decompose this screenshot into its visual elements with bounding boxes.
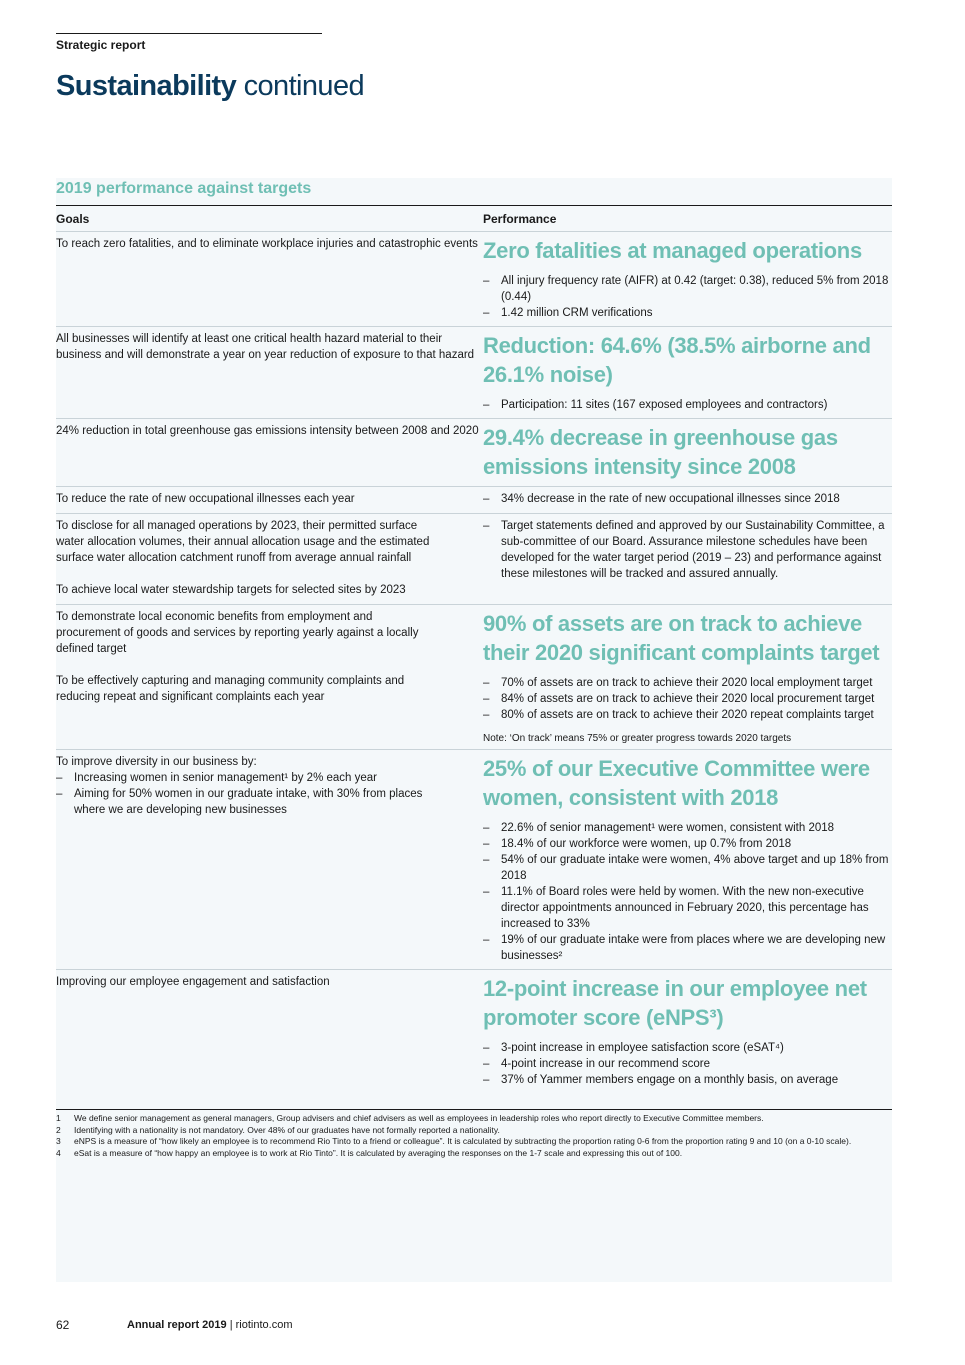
list-item: – All injury frequency rate (AIFR) at 0.42 (target: 0.38), reduced 5% from 2018 (0.44)	[483, 273, 892, 305]
page-title	[56, 70, 364, 103]
table-row	[56, 419, 892, 487]
list-item: – 80% of assets are on track to achieve their 2020 repeat complaints target	[483, 707, 892, 723]
performance-headline: 29.4% decrease in greenhouse gas emissions intensity since 2008	[483, 425, 838, 479]
list-item: – 34% decrease in the rate of new occupational illnesses since 2018	[483, 491, 892, 507]
performance-headline: 90% of assets are on track to achieve their 2020 significant complaints target	[483, 611, 880, 665]
performance-cell	[483, 327, 892, 418]
footnote: 3 eNPS is a measure of “how likely an employee is to recommend Rio Tinto to a friend or colleague”. It is calculated by subtracting the proportion rating 0-6 from the proportion rating 9 and 10 (on a 0-10 scale).	[56, 1136, 852, 1146]
goal-text: To demonstrate local economic benefits from employment and procurement of goods and services by reporting yearly against a locally defined target	[56, 611, 419, 655]
performance-cell	[483, 487, 892, 513]
performance-cell	[483, 970, 892, 1093]
list-item: – 3-point increase in employee satisfaction score (eSAT⁴)	[483, 1040, 892, 1056]
table-row	[56, 327, 892, 419]
goal-cell	[56, 419, 483, 486]
site-link[interactable]: riotinto.com	[235, 1319, 293, 1331]
table-row	[56, 514, 892, 605]
performance-bullets	[483, 518, 892, 582]
goal-text: To improve diversity in our business by:	[56, 756, 257, 768]
goal-text-secondary: To be effectively capturing and managing community complaints and reducing repeat and significant complaints each year	[56, 675, 405, 703]
table-row	[56, 750, 892, 970]
page-title-bold: Sustainability	[56, 70, 237, 102]
performance-cell	[483, 750, 892, 969]
list-item: – Participation: 11 sites (167 exposed employees and contractors)	[483, 397, 892, 413]
goal-text: To reach zero fatalities, and to eliminate workplace injuries and catastrophic events	[56, 238, 478, 250]
performance-headline: 25% of our Executive Committee were women, consistent with 2018	[483, 756, 870, 810]
footnotes	[56, 1109, 892, 1159]
goal-cell	[56, 514, 483, 604]
list-item: – 37% of Yammer members engage on a monthly basis, on average	[483, 1072, 892, 1088]
goal-cell	[56, 327, 483, 418]
list-item: – Increasing women in senior management¹ by 2% each year	[56, 770, 436, 786]
performance-headline: Zero fatalities at managed operations	[483, 238, 862, 263]
performance-bullets	[483, 397, 892, 413]
performance-bullets	[483, 1040, 892, 1088]
goal-text: Improving our employee engagement and satisfaction	[56, 976, 330, 988]
goal-cell	[56, 232, 483, 326]
list-item: – 18.4% of our workforce were women, up 0.7% from 2018	[483, 836, 892, 852]
goal-text-secondary: To achieve local water stewardship targets for selected sites by 2023	[56, 584, 406, 596]
performance-cell	[483, 232, 892, 326]
report-name: Annual report 2019	[127, 1319, 227, 1331]
footer-separator: |	[226, 1319, 236, 1331]
table-row	[56, 487, 892, 514]
performance-cell	[483, 605, 892, 749]
goal-cell	[56, 487, 483, 513]
footnote: 4 eSat is a measure of “how happy an employee is to work at Rio Tinto”. It is calculated by averaging the responses on the 1-7 scale and expressing this out of 100.	[56, 1147, 683, 1158]
list-item: – 19% of our graduate intake were from places where we are developing new businesses²	[483, 932, 892, 964]
list-item: – Target statements defined and approved by our Sustainability Committee, a sub-committee of our Board. Assurance milestone schedules have been developed for the water target period (2019 – 23) and performance against these milestones will be tracked and assured annually.	[483, 518, 892, 582]
performance-bullets	[483, 675, 892, 723]
footnote: 2 Identifying with a nationality is not mandatory. Over 48% of our graduates have not formally reported a nationality.	[56, 1124, 500, 1135]
list-item: – 70% of assets are on track to achieve their 2020 local employment target	[483, 675, 892, 691]
table-row	[56, 232, 892, 327]
list-item: – 1.42 million CRM verifications	[483, 305, 892, 321]
panel-title: 2019 performance against targets	[56, 180, 312, 197]
performance-table	[56, 205, 892, 1093]
performance-cell	[483, 514, 892, 604]
goal-text: 24% reduction in total greenhouse gas emissions intensity between 2008 and 2020	[56, 425, 479, 437]
section-label: Strategic report	[56, 38, 146, 52]
goal-text: All businesses will identify at least one critical health hazard material to their business and will demonstrate a year on year reduction of exposure to that hazard	[56, 333, 475, 361]
page-footer	[127, 1319, 292, 1331]
goal-cell	[56, 605, 483, 749]
performance-panel	[56, 178, 892, 1282]
goal-bullets	[56, 770, 436, 818]
page-number: 62	[56, 1318, 70, 1332]
table-row	[56, 970, 892, 1093]
table-row	[56, 605, 892, 750]
list-item: – 22.6% of senior management¹ were women, consistent with 2018	[483, 820, 892, 836]
performance-cell	[483, 419, 892, 486]
header-rule	[56, 33, 322, 34]
goal-cell	[56, 750, 483, 969]
performance-headline: 12-point increase in our employee net promoter score (eNPS³)	[483, 976, 867, 1030]
list-item: – 11.1% of Board roles were held by women. With the new non-executive director appointments announced in February 2020, this percentage has increased to 33%	[483, 884, 892, 932]
page-title-light: continued	[243, 70, 364, 102]
performance-bullets	[483, 491, 892, 507]
table-header	[56, 206, 892, 232]
footnote: 1 We define senior management as general managers, Group advisers and chief advisers as well as employees in leadership roles who report directly to Executive Committee members.	[56, 1113, 764, 1123]
list-item: – 54% of our graduate intake were women, 4% above target and up 18% from 2018	[483, 852, 892, 884]
performance-column-header: Performance	[483, 211, 557, 226]
list-item: – Aiming for 50% women in our graduate intake, with 30% from places where we are developing new businesses	[56, 786, 436, 818]
performance-bullets	[483, 820, 892, 964]
goal-text: To reduce the rate of new occupational illnesses each year	[56, 493, 355, 505]
performance-headline: Reduction: 64.6% (38.5% airborne and 26.1% noise)	[483, 333, 871, 387]
list-item: – 4-point increase in our recommend score	[483, 1056, 892, 1072]
goal-text: To disclose for all managed operations by 2023, their permitted surface water allocation volumes, their annual allocation usage and the estimated surface water allocation catchment runoff from average annual rainfall	[56, 520, 430, 564]
goals-column-header: Goals	[56, 211, 90, 226]
list-item: – 84% of assets are on track to achieve their 2020 local procurement target	[483, 691, 892, 707]
performance-bullets	[483, 273, 892, 321]
goal-cell	[56, 970, 483, 1093]
performance-note: Note: ‘On track’ means 75% or greater progress towards 2020 targets	[483, 733, 792, 744]
